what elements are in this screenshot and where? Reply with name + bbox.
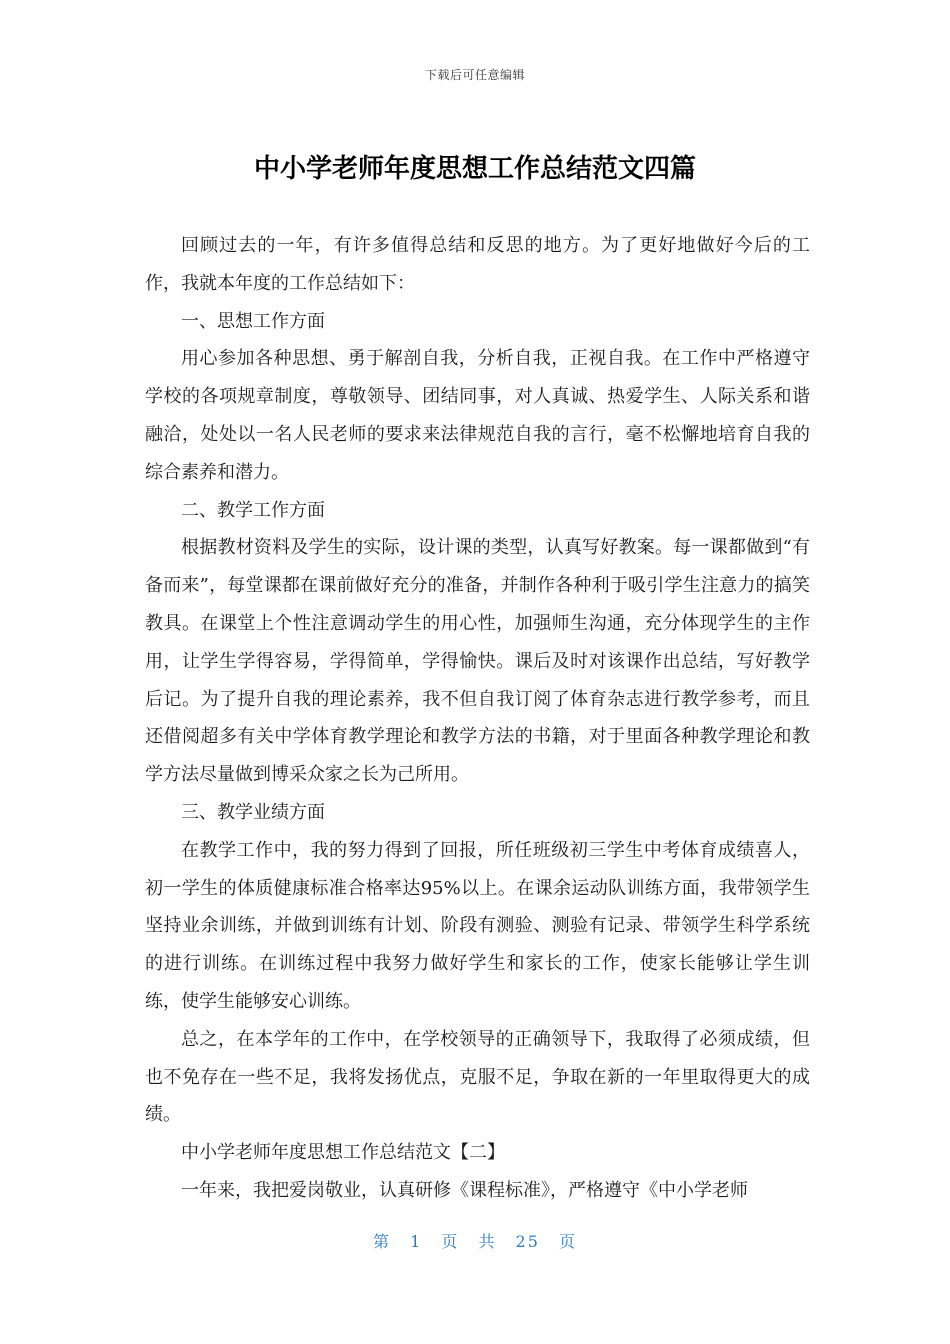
section-heading-teaching-results: 三、教学业绩方面 bbox=[181, 801, 325, 823]
paragraph-teaching-work: 根据教材资料及学生的实际，设计课的类型，认真写好教案。每一课都做到“有备而来”，每堂课都在课前做好充分的准备，并制作各种利于吸引学生注意力的搞笑教具。在课堂上个性注意调动学生的用心性，加强师生沟通，充分体现学生的主作用，让学生学得容易，学得简单，学得愉快。课后及时对该课作出总结，写好教学后记。为了提升自我的理论素养，我不但自我订阅了体育杂志进行教学参考，而且还借阅超多有关中学体育教学理论和教学方法的书籍，对于里面各种教学理论和教学方法尽量做到博采众家之长为己所用。 bbox=[145, 537, 810, 786]
document-title: 中小学老师年度思想工作总结范文四篇 bbox=[253, 154, 696, 184]
paragraph-thought-work: 用心参加各种思想、勇于解剖自我，分析自我，正视自我。在工作中严格遵守学校的各项规章制度，尊敬领导、团结同事，对人真诚、热爱学生、人际关系和谐融洽，处处以一名人民老师的要求来法律规范自我的言行，毫不松懈地培育自我的综合素养和潜力。 bbox=[145, 348, 810, 483]
paragraph-conclusion: 总之，在本学年的工作中，在学校领导的正确领导下，我取得了必须成绩，但也不免存在一些不足，我将发扬优点，克服不足，争取在新的一年里取得更大的成绩。 bbox=[145, 1028, 810, 1126]
paragraph-intro: 回顾过去的一年，有许多值得总结和反思的地方。为了更好地做好今后的工作，我就本年度的工作总结如下： bbox=[145, 235, 810, 294]
section-heading-teaching-work: 二、教学工作方面 bbox=[181, 499, 325, 521]
document-body bbox=[145, 227, 810, 1210]
section-heading-article-two: 中小学老师年度思想工作总结范文【二】 bbox=[181, 1142, 505, 1164]
section-heading-thought-work: 一、思想工作方面 bbox=[181, 310, 325, 332]
page-number-footer: 第 1 页 共 25 页 bbox=[373, 1232, 577, 1251]
paragraph-teaching-results: 在教学工作中，我的努力得到了回报，所任班级初三学生中考体育成绩喜人，初一学生的体质健康标准合格率达95%以上。在课余运动队训练方面，我带领学生坚持业余训练，并做到训练有计划、阶段有测验、测验有记录、带领学生科学系统的进行训练。在训练过程中我努力做好学生和家长的工作，使家长能够让学生训练，使学生能够安心训练。 bbox=[145, 839, 810, 1012]
page-header-note: 下载后可任意编辑 bbox=[424, 68, 525, 82]
paragraph-article-two-start: 一年来，我把爱岗敬业，认真研修《课程标准》，严格遵守《中小学老师 bbox=[181, 1179, 748, 1201]
